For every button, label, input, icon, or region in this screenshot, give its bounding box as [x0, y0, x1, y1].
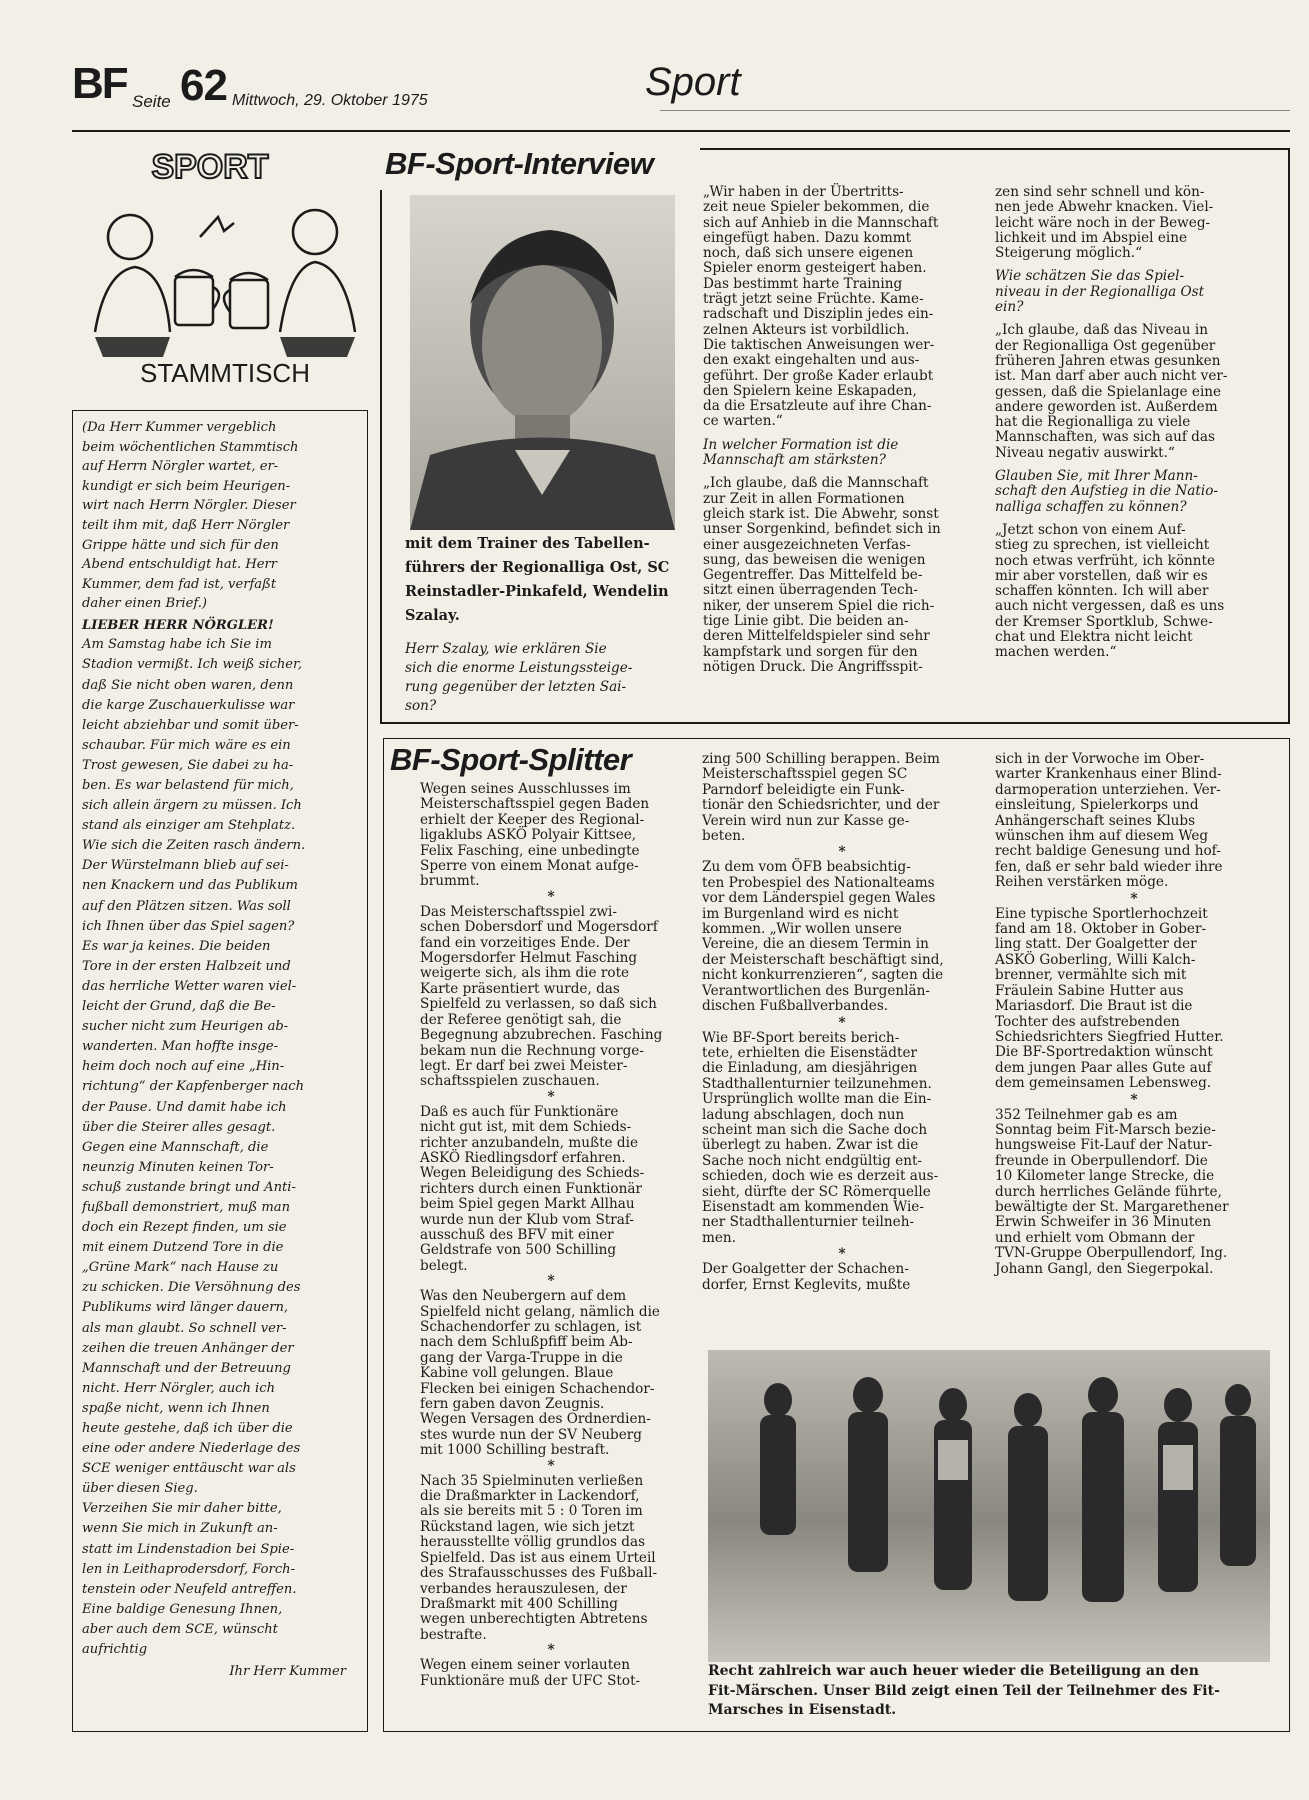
interview-answer-2: „Ich glaube, daß die Mannschaft zur Zeit in allen Formationen gleich stark ist. Die Abwehr, sonst unser Sorgenkind, befindet sich in einer ausgezeichneten Verfas- sung, das beweisen die wenigen Gegentreffer. Das Mittelfeld be- sitzt einen überragenden Tech- niker, der unserem Spiel die rich- tige Linie gibt. Die beiden an- deren Mittelfeldspieler sind sehr kampfstark und sorgen für den nötigen Druck. Die Angriffsspit- [703, 475, 941, 675]
splitter-item-3: Daß es auch für Funktionäre nicht gut ist, mit dem Schieds- richter anzubandeln, mußte die ASKÖ Riedlingsdorf erfahren. Wegen Beleidigung des Schieds- richters durch einen Funktionär beim Spiel gegen Markt Allhau wurde nun der Klub vom Straf- ausschuß des BFV mit einer Geldstrafe von 500 Schilling belegt. [420, 1103, 645, 1274]
header-rule [72, 130, 1290, 132]
interview-left-rule [380, 190, 382, 723]
splitter-item-5: Nach 35 Spielminuten verließen die Draßmarkter in Lackendorf, als sie bereits mit 5 : 0 Toren im Rückstand lagen, wie sich jetzt herausstellte völlig grundlos das Spielfeld. Das ist aus einem Urteil des Strafausschusses des Fußball- verbandes herauszulesen, der Draßmarkt mit 400 Schilling wegen unberechtigten Abtretens bestrafte. [420, 1472, 658, 1643]
page-label: Seite [132, 92, 171, 111]
stammtisch-body: Am Samstag habe ich Sie im Stadion vermißt. Ich weiß sicher, daß Sie nicht oben waren, denn die karge Zuschauerkulisse war leicht abziehbar und somit über- schaubar. Für mich wäre es ein Trost gewesen, Sie dabei zu ha- ben. Es war belastend für mich, sich allein ärgern zu müssen. Ich stand als einziger am Stehplatz. Wie sich die Zeiten rasch ändern. Der Würstelmann blieb auf sei- nen Knackern und das Publikum auf den Plätzen sitzen. Was soll ich Ihnen über das Spiel sagen? Es war ja keines. Die beiden Tore in der ersten Halbzeit und das herrliche Wetter waren viel- leicht der Grund, daß die Be- sucher nicht zum Heurigen ab- wanderten. Man hoffte insge- heim doch noch auf eine „Hin- richtung“ der Kapfenberger nach der Pause. Und damit habe ich über die Steirer alles gesagt. Gegen eine Mannschaft, die neunzig Minuten keinen Tor- schuß zustande bringt und Anti- fußball demonstriert, muß man doch ein Rezept finden, um sie mit einem Dutzend Tore in die „Grüne Mark“ nach Hause zu zu schicken. Die Versöhnung des Publikums wird länger dauern, als man glaubt. So schnell ver- zeihen die treuen Anhänger der Mannschaft und der Betreuung nicht. Herr Nörgler, auch ich spaße nicht, wenn ich Ihnen heute gestehe, daß ich über die eine oder andere Niederlage des SCE weniger enttäuscht war als über diesen Sieg. Verzeihen Sie mir daher bitte, wenn Sie mich in Zukunft an- statt im Lindenstadion bei Spie- len in Leithaprodersdorf, Forch- tenstein oder Neufeld antreffen. Eine baldige Genesung Ihnen, aber auch dem SCE, wünscht aufrichtig [82, 637, 306, 1658]
page-number: 62 [180, 61, 227, 110]
splitter-separator: * [547, 1457, 555, 1474]
portrait-icon [410, 195, 675, 530]
splitter-item-10: Eine typische Sportlerhochzeit fand am 18. Oktober in Gober- ling statt. Der Goalgetter der ASKÖ Goberling, Willi Kalch- brenner, vermählte sich mit Fräulein Sabine Hutter aus Mariasdorf. Die Braut ist die Tochter des aufstrebenden Schiedsrichters Siegfried Hutter. Die BF-Sportredaktion wünscht dem jungen Paar alles Gute auf dem gemeinsamen Lebensweg. [995, 905, 1224, 1092]
splitter-separator: * [1130, 890, 1138, 907]
splitter-separator: * [547, 888, 555, 905]
trainer-portrait-photo [410, 195, 675, 530]
interview-question-4: Glauben Sie, mit Ihrer Mann- schaft den Aufstieg in die Natio- nalliga schaffen zu können? [995, 468, 1218, 515]
interview-bottom-rule [380, 722, 1290, 724]
stammtisch-salutation: LIEBER HERR NÖRGLER! [82, 617, 274, 633]
interview-question-3: Wie schätzen Sie das Spiel- niveau in der Regionalliga Ost ein? [995, 268, 1205, 316]
header-rule-right [660, 110, 1290, 111]
interview-answer-1: „Wir haben in der Übertritts- zeit neue Spieler bekommen, die sich auf Anhieb in die Mannschaft eingefügt haben. Dazu kommt noch, daß sich unsere eigenen Spieler enorm gesteigert haben. Das bestimmt harte Training trägt jetzt seine Früchte. Kame- radschaft und Disziplin jedes ein- zelnen Akteurs ist vorbildlich. Die taktischen Anweisungen wer- den exakt eingehalten und aus- geführt. Der große Kader erlaubt den Spielern keine Eskapaden, da die Ersatzleute auf ihre Chan- ce warten.“ [703, 184, 939, 430]
splitter-column-1 [420, 782, 682, 1689]
stammtisch-intro: (Da Herr Kummer vergeblich beim wöchentlichen Stammtisch auf Herrn Nörgler wartet, er- kundigt er sich beim Heurigen- wirt nach Herrn Nörgler. Dieser teilt ihm mit, daß Herr Nörgler Grippe hätte und sich für den Abend entschuldigt hat. Herr Kummer, dem fad ist, verfaßt daher einen Brief.) [82, 420, 299, 612]
logo-bottom-text: STAMMTISCH [140, 358, 310, 388]
interview-question-1: Herr Szalay, wie erklären Sie sich die enorme Leistungssteige- rung gegenüber der letzten Sai- son? [405, 641, 633, 714]
splitter-item-4: Was den Neubergern auf dem Spielfeld nicht gelang, nämlich die Schachendorfer zu schlagen, ist nach dem Schlußpfiff beim Ab- gang der Varga-Truppe in die Kabine voll gelungen. Blaue Flecken bei einigen Schachendor- fern gaben davon Zeugnis. Wegen Versagen des Ordnerdien- stes wurde nun der SV Neuberg mit 1000 Schilling bestraft. [420, 1288, 660, 1459]
interview-top-rule [700, 148, 1290, 150]
masthead-logo: BF [72, 59, 127, 108]
splitter-separator: * [547, 1273, 555, 1290]
interview-answer-2-end: zen sind sehr schnell und kön- nen jede Abwehr knacken. Viel- leicht wäre noch in der Beweg- lichkeit und im Abspiel eine Steigerung möglich.“ [995, 184, 1214, 262]
splitter-separator: * [547, 1088, 555, 1105]
splitter-item-9: Der Goalgetter der Schachen- dorfer, Ernst Keglevits, mußte [702, 1261, 911, 1293]
stammtisch-logo [75, 142, 370, 392]
splitter-item-9-end: sich in der Vorwoche im Ober- warter Krankenhaus einer Blind- darmoperation unterziehen. Ver- einsleitung, Spielerkorps und Anhängerschaft seines Klubs wünschen ihm auf diesem Weg recht baldige Genesung und hof- fen, daß er sehr bald wieder ihre Reihen verstärken möge. [995, 751, 1223, 891]
interview-answer-4: „Jetzt schon von einem Auf- stieg zu sprechen, ist vielleicht noch etwas verfrüht, ich könnte mir aber vorstellen, daß wir es schaffen könnten. Ich will aber auch nicht vergessen, daß es uns der Kremser Sportklub, Schwe- chat und Elektra nicht leicht machen werden.“ [995, 521, 1225, 661]
interview-right-rule [1288, 148, 1290, 724]
section-title: Sport [645, 60, 741, 104]
splitter-item-11: 352 Teilnehmer gab es am Sonntag beim Fit-Marsch bezie- hungsweise Fit-Lauf der Natur- freunde in Oberpullendorf. Die 10 Kilometer lange Strecke, die durch herrliches Gelände führte, bewältigte der St. Margarethener Erwin Schweifer in 36 Minuten und erhielt vom Obmann der TVN-Gruppe Oberpullendorf, Ing. Johann Gangl, den Siegerpokal. [995, 1106, 1229, 1277]
splitter-item-6: Wegen einem seiner vorlauten Funktionäre muß der UFC Stot- [420, 1657, 641, 1689]
splitter-column-3 [995, 752, 1273, 1277]
stammtisch-cartoon-icon [75, 142, 370, 392]
splitter-item-6-end: zing 500 Schilling berappen. Beim Meisterschaftsspiel gegen SC Parndorf beleidigte ein Funk- tionär den Schiedsrichter, und der Verein wird nun zur Kasse ge- beten. [702, 751, 940, 845]
splitter-separator: * [547, 1642, 555, 1659]
interview-column-2 [703, 185, 983, 675]
issue-date: Mittwoch, 29. Oktober 1975 [232, 92, 428, 109]
splitter-item-7: Zu dem vom ÖFB beabsichtig- ten Probespiel des Nationalteams vor dem Länderspiel gegen Wales im Burgenland wird es nicht kommen. „Wir wollen unsere Vereine, die an diesem Termin in der Meisterschaft beschäftigt sind, nicht konkurrenzieren“, sagten die Verantwortlichen des Burgenlän- dischen Fußballverbandes. [702, 859, 944, 1015]
splitter-separator: * [838, 844, 846, 861]
splitter-item-1: Wegen seines Ausschlusses im Meisterschaftsspiel gegen Baden erhielt der Keeper des Regional- ligaklubs ASKÖ Polyair Kittsee, Felix Fasching, eine unbedingte Sperre von einem Monat aufge- brummt. [420, 781, 650, 890]
splitter-separator: * [1130, 1091, 1138, 1108]
stammtisch-letter [82, 418, 356, 1682]
splitter-item-2: Das Meisterschaftsspiel zwi- schen Dobersdorf und Mogersdorf fand ein vorzeitiges Ende. Der Mogersdorfer Helmut Fasching weigerte sich, als ihm die rote Karte präsentiert wurde, das Spielfeld zu verlassen, so daß sich der Referee genötigt sah, die Begegnung abzubrechen. Fasching bekam nun die Rechnung vorge- legt. Er darf bei zwei Meister- schaftsspielen zuschauen. [420, 903, 663, 1090]
interview-title: BF-Sport-Interview [385, 146, 654, 181]
logo-top-text: SPORT [151, 148, 269, 186]
crowd-photo-icon [708, 1350, 1270, 1662]
fit-march-photo [708, 1350, 1270, 1662]
interview-photo-caption: mit dem Trainer des Tabellen- führers der Regionalliga Ost, SC Reinstadler-Pinkafeld, Wendelin Szalay. [405, 535, 670, 624]
splitter-separator: * [838, 1246, 846, 1263]
splitter-title: BF-Sport-Splitter [390, 744, 637, 775]
interview-column-3 [995, 185, 1275, 661]
splitter-item-8: Wie BF-Sport bereits berich- tete, erhielten die Eisenstädter die Einladung, am diesjährigen Stadthallenturnier teilzunehmen. Ursprünglich wollte man die Ein- ladung abschlagen, doch nun scheint man sich die Sache doch überlegt zu haben. Zwar ist die Sache noch nicht endgültig ent- schieden, doch wie es derzeit aus- sieht, dürfte der SC Römerquelle Eisenstadt am kommenden Wie- ner Stadthallenturnier teilneh- men. [702, 1029, 939, 1246]
splitter-column-2 [702, 752, 982, 1293]
splitter-separator: * [838, 1014, 846, 1031]
interview-answer-3: „Ich glaube, daß das Niveau in der Regionalliga Ost gegenüber früheren Jahren etwas gesunken ist. Man darf aber auch nicht ver- gessen, daß die Spielanlage eine andere geworden ist. Außerdem hat die Regionalliga zu viele Mannschaften, was sich auf das Niveau negativ auswirkt.“ [995, 322, 1228, 461]
interview-question-2: In welcher Formation ist die Mannschaft am stärksten? [703, 436, 899, 469]
stammtisch-signature: Ihr Herr Kummer [229, 1664, 346, 1680]
fit-march-caption: Recht zahlreich war auch heuer wieder die Beteiligung an den Fit-Märschen. Unser Bild zeigt einen Teil der Teilnehmer des Fit- Marsches in Eisenstadt. [708, 1663, 1220, 1718]
